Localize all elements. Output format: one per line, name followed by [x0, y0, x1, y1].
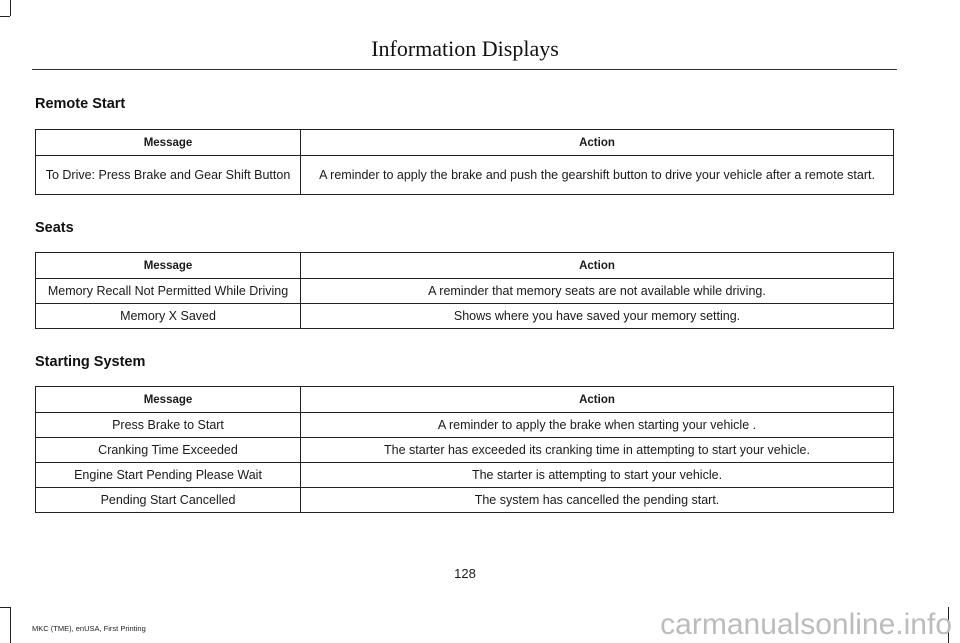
action-cell: A reminder to apply the brake and push the gearshift button to drive your vehicle after a remote start. — [301, 156, 894, 195]
table-row — [36, 413, 894, 438]
crop-mark-bottom-left-h — [0, 607, 10, 608]
page-number: 128 — [454, 566, 476, 581]
column-header-action: Action — [301, 253, 894, 279]
table-row — [36, 463, 894, 488]
table-header-row — [36, 253, 894, 279]
action-cell: A reminder that memory seats are not available while driving. — [301, 279, 894, 304]
action-cell: The system has cancelled the pending start. — [301, 488, 894, 513]
table-row — [36, 279, 894, 304]
action-cell: A reminder to apply the brake when starting your vehicle . — [301, 413, 894, 438]
action-cell: The starter has exceeded its cranking time in attempting to start your vehicle. — [301, 438, 894, 463]
column-header-action: Action — [301, 387, 894, 413]
message-cell: Memory Recall Not Permitted While Driving — [36, 279, 301, 304]
table-header-row — [36, 387, 894, 413]
table-header-row — [36, 130, 894, 156]
section-title-remote-start: Remote Start — [35, 96, 126, 112]
action-cell: Shows where you have saved your memory setting. — [301, 304, 894, 329]
table-row — [36, 156, 894, 195]
seats-table — [35, 252, 894, 329]
starting-system-table — [35, 386, 894, 513]
crop-mark-top-left-h — [0, 16, 10, 17]
action-cell: The starter is attempting to start your vehicle. — [301, 463, 894, 488]
table-row — [36, 488, 894, 513]
column-header-message: Message — [36, 253, 301, 279]
table-row — [36, 304, 894, 329]
message-cell: Press Brake to Start — [36, 413, 301, 438]
remote-start-table — [35, 129, 894, 195]
watermark: carmanualsonline.info — [660, 608, 952, 641]
crop-mark-top-left-v — [10, 0, 11, 16]
message-cell: Cranking Time Exceeded — [36, 438, 301, 463]
column-header-message: Message — [36, 387, 301, 413]
section-title-seats: Seats — [35, 220, 74, 236]
message-cell: Pending Start Cancelled — [36, 488, 301, 513]
column-header-action: Action — [301, 130, 894, 156]
message-cell: To Drive: Press Brake and Gear Shift Button — [36, 156, 301, 195]
column-header-message: Message — [36, 130, 301, 156]
section-title-starting-system: Starting System — [35, 354, 146, 370]
page-header-title: Information Displays — [371, 36, 559, 61]
footer-print-note: MKC (TME), enUSA, First Printing — [32, 624, 146, 633]
message-cell: Memory X Saved — [36, 304, 301, 329]
crop-mark-bottom-left-v — [10, 607, 11, 643]
header-divider — [32, 69, 897, 70]
message-cell: Engine Start Pending Please Wait — [36, 463, 301, 488]
table-row — [36, 438, 894, 463]
